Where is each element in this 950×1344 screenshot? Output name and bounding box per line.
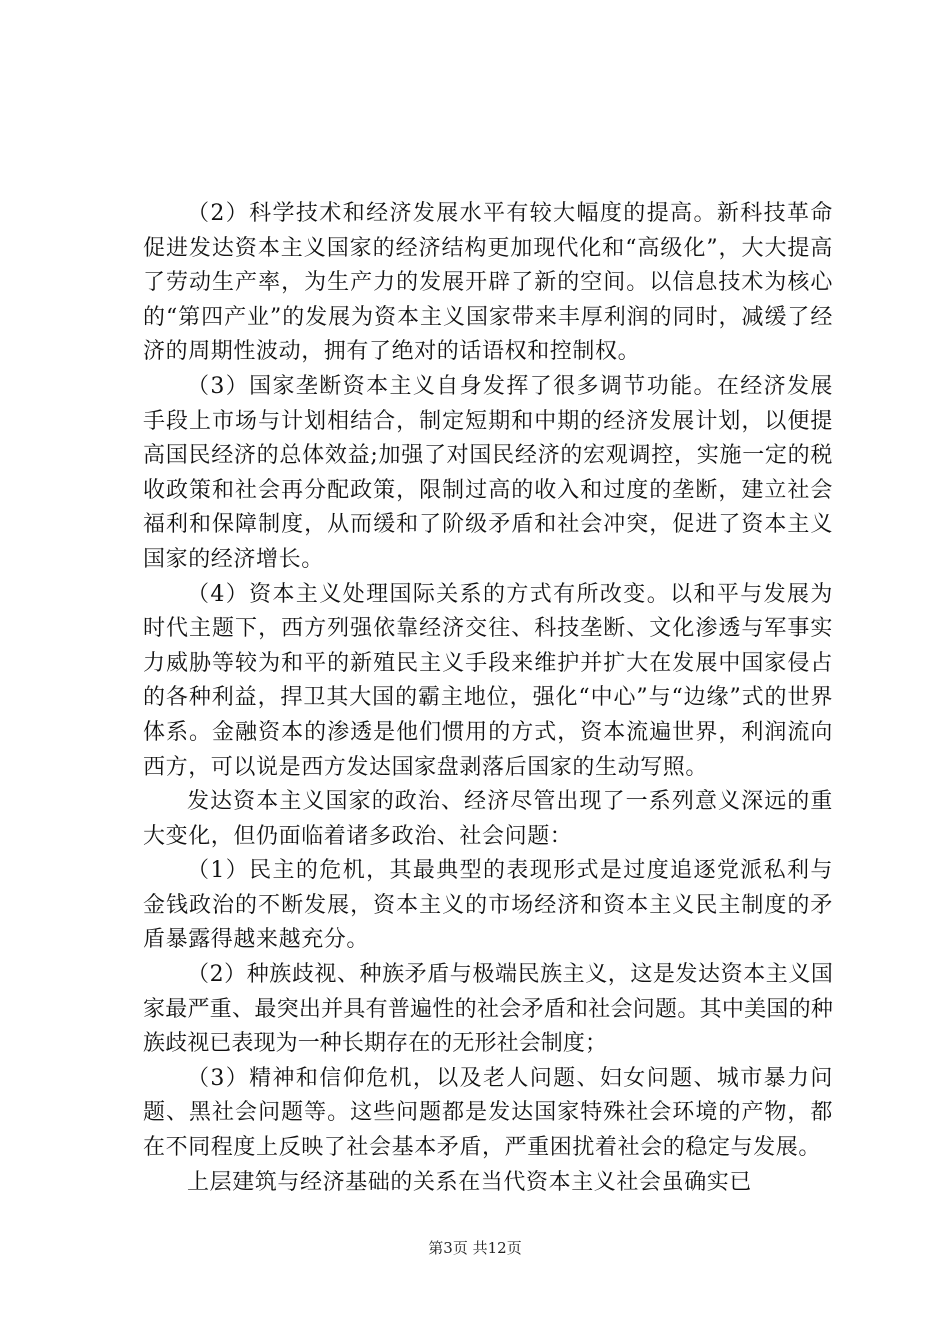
page-number-footer: 第3页 共12页 [428, 1239, 522, 1257]
paragraph-problems-intro: 发达资本主义国家的政治、经济尽管出现了一系列意义深远的重大变化，但仍面临着诸多政治、社会问题： [143, 789, 833, 849]
paragraph-superstructure: 上层建筑与经济基础的关系在当代资本主义社会虽确实已 [187, 1169, 753, 1195]
paragraph-spiritual-crisis: （3）精神和信仰危机，以及老人问题、妇女问题、城市暴力问题、黑社会问题等。这些问题都是发达国家特殊社会环境的产物，都在不同程度上反映了社会基本矛盾，严重困扰着社会的稳定与发展。 [143, 1065, 833, 1161]
document-body [143, 197, 833, 1200]
paragraph-state-monopoly: （3）国家垄断资本主义自身发挥了很多调节功能。在经济发展手段上市场与计划相结合，制定短期和中期的经济发展计划，以便提高国民经济的总体效益;加强了对国民经济的宏观调控，实施一定的税收政策和社会再分配政策，限制过高的收入和过度的垄断，建立社会福利和保障制度，从而缓和了阶级矛盾和社会冲突，促进了资本主义国家的经济增长。 [143, 373, 833, 572]
paragraph-international-relations: （4）资本主义处理国际关系的方式有所改变。以和平与发展为时代主题下，西方列强依靠经济交往、科技垄断、文化渗透与军事实力威胁等较为和平的新殖民主义手段来维护并扩大在发展中国家侵占的各种利益，捍卫其大国的霸主地位，强化“中心”与“边缘”式的世界体系。金融资本的渗透是他们惯用的方式，资本流遍世界，利润流向西方，可以说是西方发达国家盘剥落后国家的生动写照。 [143, 581, 833, 780]
paragraph-science-technology: （2）科学技术和经济发展水平有较大幅度的提高。新科技革命促进发达资本主义国家的经济结构更加现代化和“高级化”，大大提高了劳动生产率，为生产力的发展开辟了新的空间。以信息技术为核心的“第四产业”的发展为资本主义国家带来丰厚利润的同时，减缓了经济的周期性波动，拥有了绝对的话语权和控制权。 [143, 201, 833, 365]
paragraph-racial-discrimination: （2）种族歧视、种族矛盾与极端民族主义，这是发达资本主义国家最严重、最突出并具有普遍性的社会矛盾和社会问题。其中美国的种族歧视已表现为一种长期存在的无形社会制度； [143, 962, 833, 1057]
paragraph-democracy-crisis: （1）民主的危机，其最典型的表现形式是过度追逐党派私利与金钱政治的不断发展，资本主义的市场经济和资本主义民主制度的矛盾暴露得越来越充分。 [143, 858, 833, 953]
